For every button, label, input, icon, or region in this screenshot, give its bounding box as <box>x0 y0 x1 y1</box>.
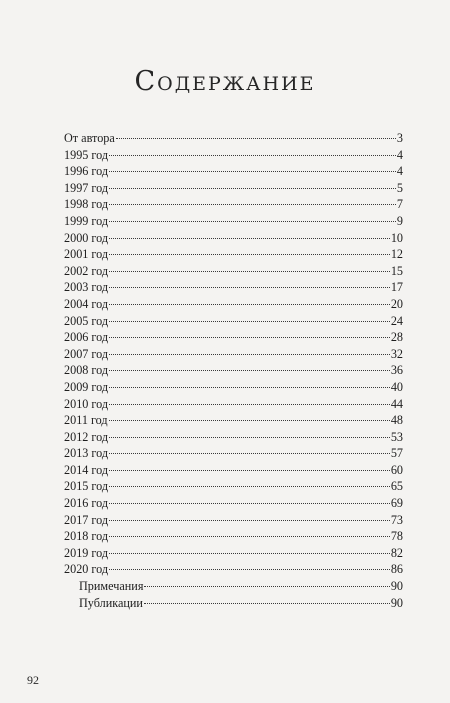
toc-entry-label: 2004 год <box>64 296 109 311</box>
toc-entry-page: 40 <box>390 379 403 394</box>
dot-leader <box>109 536 390 537</box>
dot-leader <box>109 254 390 255</box>
dot-leader <box>109 404 390 405</box>
toc-entry-page: 90 <box>390 579 403 594</box>
toc-entry <box>64 246 403 263</box>
toc-entry-page: 36 <box>390 363 403 378</box>
dot-leader <box>109 204 396 205</box>
toc-entry-page: 5 <box>396 180 403 195</box>
toc-entry <box>64 578 403 595</box>
toc-entry-label: 2019 год <box>64 545 109 560</box>
page-title: Содержание <box>134 66 316 97</box>
toc-entry-label: От автора <box>64 131 115 145</box>
toc-entry-label: 2017 год <box>64 512 109 527</box>
toc-entry-page: 3 <box>396 131 403 145</box>
toc-entry-label: 2016 год <box>64 496 109 511</box>
toc-entry <box>64 495 403 512</box>
toc-entry <box>64 379 403 396</box>
toc-entry-label: 2000 год <box>64 230 109 245</box>
toc-entry-page: 17 <box>390 280 403 295</box>
toc-entry-page: 32 <box>390 346 403 361</box>
toc-entry-page: 73 <box>390 512 403 527</box>
toc-entry-page: 7 <box>396 197 403 212</box>
dot-leader <box>109 337 390 338</box>
toc-entry-page: 4 <box>396 164 403 179</box>
dot-leader <box>109 520 390 521</box>
toc-entry <box>64 545 403 562</box>
toc-entry-page: 20 <box>390 296 403 311</box>
dot-leader <box>109 503 390 504</box>
dot-leader <box>109 354 390 355</box>
dot-leader <box>109 321 390 322</box>
toc-entry-page: 86 <box>390 562 403 577</box>
toc-entry <box>64 412 403 429</box>
toc-entry <box>64 462 403 479</box>
dot-leader <box>109 370 390 371</box>
toc-entry-page: 28 <box>390 330 403 345</box>
toc-entry-label: 1996 год <box>64 164 109 179</box>
dot-leader <box>109 453 390 454</box>
toc-entry-page: 69 <box>390 496 403 511</box>
toc-entry <box>64 147 403 164</box>
toc-entry-label: 2002 год <box>64 263 109 278</box>
dot-leader <box>109 221 396 222</box>
toc-entry-label: 2011 год <box>64 413 108 428</box>
toc-entry <box>64 512 403 529</box>
toc-entry <box>64 313 403 330</box>
toc-entry <box>64 445 403 462</box>
toc-entry <box>64 396 403 413</box>
toc-entry-label: 2014 год <box>64 462 109 477</box>
toc-entry-label: 1999 год <box>64 213 109 228</box>
dot-leader <box>109 470 390 471</box>
toc-entry <box>64 329 403 346</box>
toc-entry-label: 2013 год <box>64 446 109 461</box>
toc-entry <box>64 362 403 379</box>
toc-entry-page: 10 <box>390 230 403 245</box>
toc-entry-page: 57 <box>390 446 403 461</box>
dot-leader <box>109 304 390 305</box>
toc-entry-label: 1997 год <box>64 180 109 195</box>
toc-entry-page: 78 <box>390 529 403 544</box>
toc-entry <box>64 478 403 495</box>
toc-entry-label: 2003 год <box>64 280 109 295</box>
dot-leader <box>144 586 389 587</box>
toc-entry-page: 4 <box>396 147 403 162</box>
toc-entry-label: 1998 год <box>64 197 109 212</box>
dot-leader <box>109 171 396 172</box>
toc-entry-label: 2008 год <box>64 363 109 378</box>
toc-entry <box>64 230 403 247</box>
toc-entry-label: 2018 год <box>64 529 109 544</box>
toc-entry-page: 12 <box>390 247 403 262</box>
toc-entry <box>64 263 403 280</box>
toc-entry-page: 24 <box>390 313 403 328</box>
toc-entry-page: 9 <box>396 213 403 228</box>
toc-entry <box>64 213 403 230</box>
toc-entry <box>64 163 403 180</box>
toc-entry-page: 53 <box>390 429 403 444</box>
toc-entry <box>64 196 403 213</box>
toc-entry-page: 60 <box>390 462 403 477</box>
dot-leader <box>109 155 396 156</box>
toc-entry-label: 2012 год <box>64 429 109 444</box>
toc-entry-page: 82 <box>390 545 403 560</box>
dot-leader <box>109 387 390 388</box>
toc-entry <box>64 279 403 296</box>
page-number: 92 <box>27 673 39 687</box>
dot-leader <box>109 188 396 189</box>
toc-entry-label: 2010 год <box>64 396 109 411</box>
toc-entry <box>64 296 403 313</box>
dot-leader <box>109 420 390 421</box>
toc-entry-label: 2001 год <box>64 247 109 262</box>
dot-leader <box>109 553 390 554</box>
toc-entry <box>64 528 403 545</box>
dot-leader <box>109 486 390 487</box>
dot-leader <box>144 603 390 604</box>
toc-entry <box>64 429 403 446</box>
toc-entry-page: 90 <box>390 595 403 610</box>
toc-entry-label: 2006 год <box>64 330 109 345</box>
toc-entry-label: 2009 год <box>64 379 109 394</box>
toc-entry-label: 2020 год <box>64 562 109 577</box>
dot-leader <box>109 287 390 288</box>
toc-entry <box>64 130 403 147</box>
toc-entry <box>64 180 403 197</box>
toc-entry <box>64 346 403 363</box>
toc-entry-label: 2007 год <box>64 346 109 361</box>
toc-entry <box>64 561 403 578</box>
toc-entry-label: 2015 год <box>64 479 109 494</box>
toc-entry-page: 15 <box>390 263 403 278</box>
table-of-contents <box>64 130 403 611</box>
toc-entry-page: 48 <box>390 413 403 428</box>
toc-entry-label: 2005 год <box>64 313 109 328</box>
dot-leader <box>109 437 390 438</box>
dot-leader <box>116 138 396 139</box>
dot-leader <box>109 569 390 570</box>
dot-leader <box>109 271 390 272</box>
toc-entry-page: 65 <box>390 479 403 494</box>
toc-entry-label: 1995 год <box>64 147 109 162</box>
dot-leader <box>109 238 390 239</box>
toc-entry-label: Публикации <box>79 595 143 610</box>
toc-entry-page: 44 <box>390 396 403 411</box>
toc-entry <box>64 595 403 612</box>
toc-entry-label: Примечания <box>79 579 144 594</box>
